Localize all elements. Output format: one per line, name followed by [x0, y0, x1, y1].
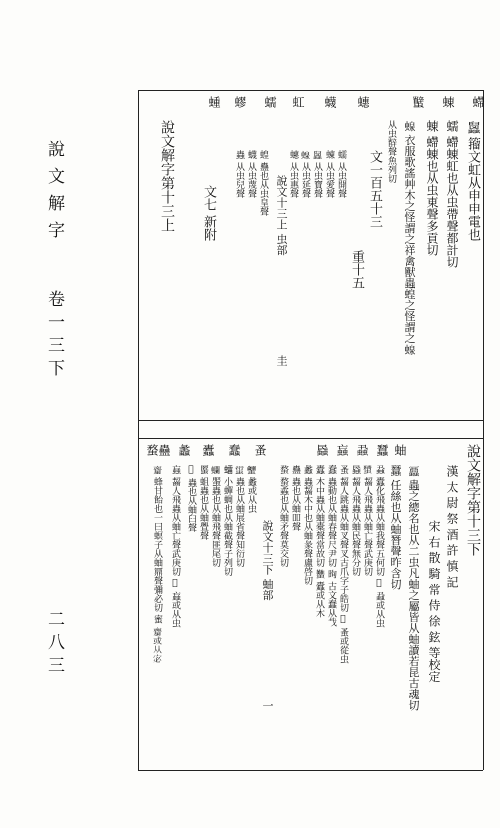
lower-col-15: 說文十三下 蚰部: [261, 520, 274, 601]
upper-col-9: 蝀 从虫愛聲: [324, 150, 334, 198]
upper-col-14: 圭: [275, 355, 288, 366]
lower-col-7: 𧓔 齧人飛蟲从蚰亡聲武庚切: [362, 465, 372, 576]
volume-label: 卷一三下: [44, 290, 64, 382]
lower-headword-4: 蝱: [335, 444, 349, 456]
upper-col-13: 說文十三上 虫部: [275, 175, 288, 256]
lower-col-8: 蟁 齧人飛蟲从蚰民聲無分切: [350, 465, 360, 576]
upper-col-1: 𧕧 籀文虹从申申電也: [465, 120, 480, 242]
frame-left-rule: [138, 90, 139, 770]
upper-col-16: 蠛 从虫蔑聲: [246, 150, 256, 198]
lower-col-11: 蠹 木中蟲从蚰橐聲當故切 𧕴 蠹或从木: [314, 465, 324, 618]
upper-col-10: 𧕧 从虫寶聲: [312, 150, 322, 198]
lower-col-14: 蝥 蝥蟊也从蚰矛聲莫交切: [278, 465, 288, 567]
lower-col-1: 說文解字第十三下: [465, 444, 481, 556]
frame-right-rule: [483, 90, 484, 770]
upper-col-4: 𧍭 衣服歌謠艸木之怪謂之祥禽獸蟲蝗之怪謂之𧍭: [403, 120, 416, 355]
lower-col-6: 蝨 蠹化飛蟲从蚰我聲五何切 𧖟 蝨或从虫: [374, 465, 384, 628]
page-number: 二八三: [44, 610, 64, 679]
upper-col-11: 𧍭 从虫延聲: [300, 150, 310, 198]
lower-headword-9: 蠡: [177, 444, 191, 456]
lower-headword-11: 蝥: [145, 444, 159, 456]
upper-col-7: 重十五: [349, 250, 364, 289]
upper-col-8: 蠕 从虫開聲: [336, 150, 346, 198]
lower-col-16: 一: [261, 700, 274, 711]
lower-col-5: 蠶 任絲也从蚰朁聲昨含切: [389, 465, 402, 590]
lower-col-2: 漢 太 尉 祭 酒 許 慎 記: [445, 465, 459, 588]
upper-headword-1: 螮: [471, 96, 485, 108]
frame-top-rule: [138, 90, 483, 91]
frame-middle-rule-a: [138, 420, 483, 421]
upper-headword-5: 蠛: [323, 96, 337, 108]
lower-col-22: 𧕪 蟲也从蚰臼聲: [186, 465, 196, 532]
lower-col-3: 宋 右 散 騎 常 侍 徐 鉉 等校定: [427, 520, 441, 683]
upper-col-17: 蟲 从虫兒聲: [234, 150, 244, 198]
upper-headword-9: 蝩: [207, 96, 221, 108]
lower-col-10: 蠢 蟲動也从蚰春聲尺尹切 㫬 古文蠢从𢦏: [326, 465, 336, 627]
lower-headword-10: 蠱: [157, 444, 171, 456]
upper-headword-6: 虹: [291, 96, 305, 108]
lower-col-4: 𧖅 蟲之總名也从二虫凡蚰之屬皆从蚰讀若昆古魂切: [407, 465, 420, 711]
upper-col-5: 从虫辥聲魚列切: [386, 120, 396, 183]
lower-col-17: 𧕼 蠡或从虫: [246, 465, 256, 513]
lower-col-23: 蝱 齧人飛蟲从蚰亡聲武庚切 𧔒 蝱或从虫: [170, 465, 180, 628]
lower-headword-2: 蠶: [375, 444, 389, 456]
lower-col-12: 蠡 蟲齧木中也从蚰彖聲盧啓切: [302, 465, 312, 585]
upper-headword-8: 蟉: [233, 96, 247, 108]
lower-headword-6: 蚤: [253, 444, 267, 456]
upper-col-2: 蠕 螮蝀虹也从虫帶聲都計切: [445, 120, 459, 268]
upper-headword-2: 蝀: [441, 96, 455, 108]
lower-col-9: 蚤 齧人跳蟲从蚰叉聲叉古爪字子皓切 𧓍 蚤或從虫: [338, 465, 348, 664]
upper-col-12: 蟪 从虫惠聲: [288, 150, 298, 198]
lower-headword-3: 蝨: [355, 444, 369, 456]
frame-middle-rule-b: [138, 438, 483, 439]
upper-col-15: 蝗 蠱也从虫皇聲: [258, 150, 268, 216]
lower-headword-5: 蟁: [315, 444, 329, 456]
upper-headword-4: 蟪: [356, 96, 370, 108]
lower-col-13: 蠱 蟲也从蚰吅聲: [290, 465, 300, 531]
lower-headword-1: 蚰: [393, 444, 407, 456]
book-title: 說文解字: [44, 140, 64, 248]
upper-headword-7: 蠕: [263, 96, 277, 108]
upper-col-18: 文七 新附: [201, 185, 216, 242]
lower-col-21: 𧏾 蛆蟲也从蚰舋聲: [198, 465, 208, 540]
lower-headword-8: 蠹: [201, 444, 215, 456]
upper-col-19: 說文解字第十三上: [159, 120, 175, 232]
lower-col-24: 𧓉 蜂甘飴也一曰螟子从蚰鼏聲彌必切 蜜 𧓉或从宓: [152, 465, 162, 663]
lower-col-18: 𧍢 蟲也从蚰展省聲知衍切: [234, 465, 244, 567]
upper-headword-3: 蠥: [411, 96, 425, 108]
upper-col-6: 文一百五十三: [367, 150, 382, 228]
frame-bottom-rule: [138, 770, 483, 771]
lower-col-19: 𧒽 小蟬蜩也从蚰截聲子列切: [222, 465, 232, 576]
lower-col-20: 𧕗 蜰蟲也从蚰飛聲匪尾切: [210, 465, 220, 567]
upper-col-3: 蝀 螮蝀也从虫東聲多貢切: [425, 120, 439, 256]
lower-headword-7: 蠢: [227, 444, 241, 456]
